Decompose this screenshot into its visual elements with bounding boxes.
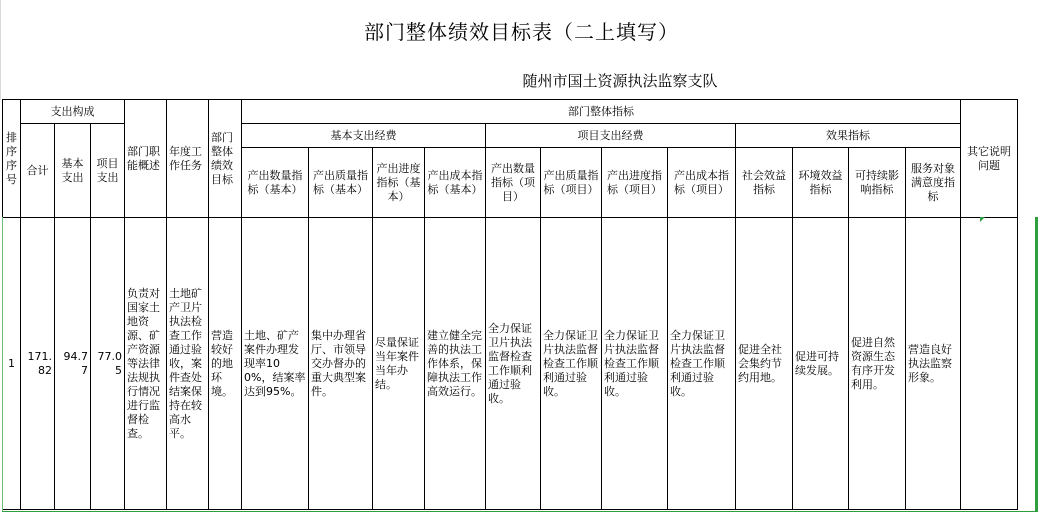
cell-annual-task: 土地矿产卫片执法检查工作通过验收，案件查处结案保持在较高水平。: [167, 218, 209, 510]
cell-basic: 94.77: [55, 218, 91, 510]
header-ind-basic-quantity: 产出数量指标（基本）: [242, 148, 309, 218]
cell-ind-satisfaction: 营造良好执法监察形象。: [906, 218, 961, 510]
header-total: 合计: [21, 124, 55, 218]
cell-ind-project-quality: 全力保证卫片执法监督检查工作顺利通过验收。: [541, 218, 602, 510]
header-basic: 基本支出: [55, 124, 91, 218]
cell-dept-goal: 营造较好的地环境。: [209, 218, 242, 510]
header-ind-project-progress: 产出进度指标（项目）: [602, 148, 668, 218]
unit-name: 随州市国土资源执法监察支队: [522, 72, 718, 90]
cell-ind-basic-quantity: 土地、矿产案件办理发现率100%，结案率达到95%。: [242, 218, 309, 510]
header-ind-basic-quality: 产出质量指标（基本）: [309, 148, 373, 218]
header-expense-structure: 支出构成: [21, 100, 125, 124]
cell-total: 171.82: [21, 218, 55, 510]
header-ind-environment: 环境效益指标: [793, 148, 849, 218]
cell-ind-project-cost: 全力保证卫片执法监督检查工作顺利通过验收。: [668, 218, 736, 510]
cell-other: [961, 218, 1018, 510]
cell-ind-basic-progress: 尽量保证当年案件当年办结。: [373, 218, 425, 510]
sheet-gridline: [0, 0, 1, 100]
header-ind-sustainable: 可持续影响指标: [849, 148, 906, 218]
header-other: 其它说明问题: [961, 100, 1018, 218]
header-ind-satisfaction: 服务对象满意度指标: [906, 148, 961, 218]
header-effect: 效果指标: [736, 124, 961, 148]
header-dept-goal: 部门整体绩效目标: [209, 100, 242, 218]
header-functions: 部门职能概述: [125, 100, 167, 218]
header-ind-project-quantity: 产出数量指标（项目）: [486, 148, 541, 218]
header-project-funds: 项目支出经费: [486, 124, 736, 148]
cell-ind-project-progress: 全力保证卫片执法监督检查工作顺利通过验收。: [602, 218, 668, 510]
header-project: 项目支出: [91, 124, 125, 218]
cell-seq: 1: [3, 218, 21, 510]
header-annual-task: 年度工作任务: [167, 100, 209, 218]
header-ind-project-quality: 产出质量指标（项目）: [541, 148, 602, 218]
cell-ind-basic-quality: 集中办理省厅、市领导交办督办的重大典型案件。: [309, 218, 373, 510]
cell-ind-basic-cost: 建立健全完善的执法工作体系，保障执法工作高效运行。: [425, 218, 486, 510]
selection-border-left: [2, 217, 3, 511]
comment-marker: [980, 217, 985, 222]
cell-functions: 负责对国家土地资源、矿产资源等法律法规执行情况进行监督检查。: [125, 218, 167, 510]
header-ind-basic-progress: 产出进度指标（基本）: [373, 148, 425, 218]
cell-ind-social: 促进全社会集约节约用地。: [736, 218, 793, 510]
performance-table: [2, 99, 1018, 510]
cell-ind-project-quantity: 全力保证卫片执法监督检查工作顺利通过验收。: [486, 218, 541, 510]
cell-ind-environment: 促进可持续发展。: [793, 218, 849, 510]
header-ind-social: 社会效益指标: [736, 148, 793, 218]
header-indicators: 部门整体指标: [242, 100, 961, 124]
header-ind-basic-cost: 产出成本指标（基本）: [425, 148, 486, 218]
cell-project: 77.05: [91, 218, 125, 510]
header-basic-funds: 基本支出经费: [242, 124, 486, 148]
selection-border-right: [1035, 217, 1038, 511]
table-row: [3, 218, 1018, 510]
selection-border-bottom: [2, 511, 1038, 512]
cell-ind-sustainable: 促进自然资源生态有序开发利用。: [849, 218, 906, 510]
header-seq: 排序序号: [3, 100, 21, 218]
page-title: 部门整体绩效目标表（二上填写）: [364, 20, 679, 44]
header-ind-project-cost: 产出成本指标（项目）: [668, 148, 736, 218]
